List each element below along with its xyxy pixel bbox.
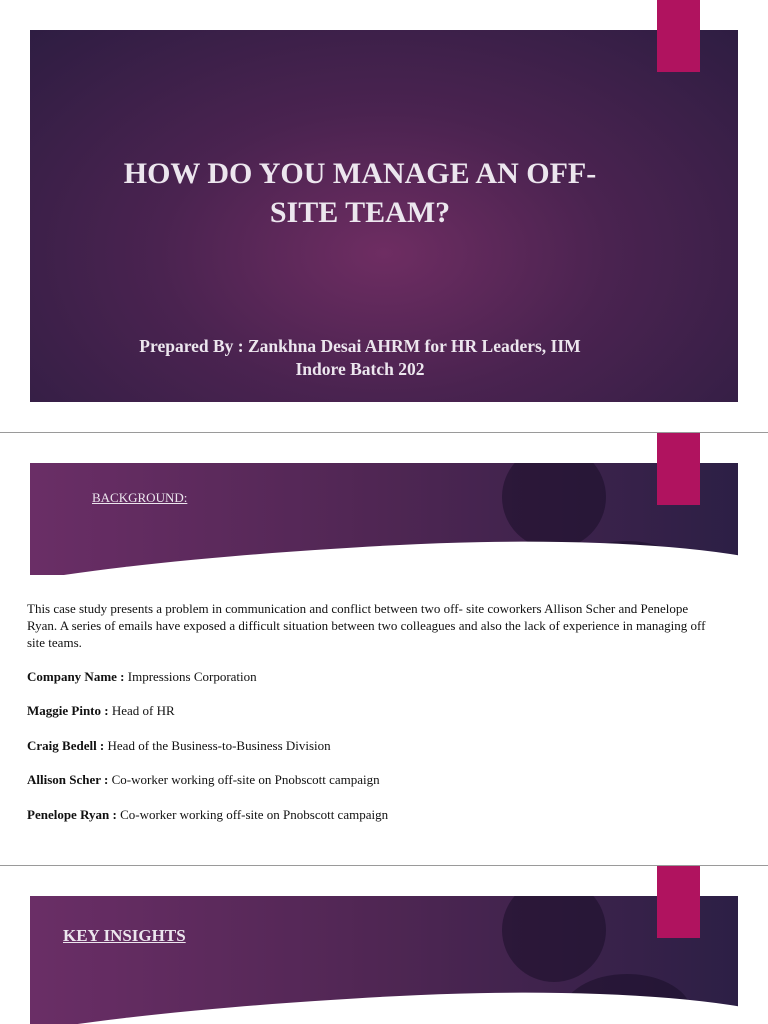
decor-wave — [30, 523, 738, 575]
accent-tab — [657, 0, 700, 72]
entry-label: Craig Bedell : — [27, 738, 105, 753]
case-study-intro: This case study presents a problem in communication and conflict between two off- site coworkers Allison Scher and Penelope Ryan. A series of emails have exposed a difficult situation between two colleagues and also the lack of experience in managing off site teams. — [27, 601, 706, 650]
entry-allison — [27, 772, 380, 788]
entry-maggie — [27, 703, 175, 719]
entry-label: Maggie Pinto : — [27, 703, 109, 718]
accent-tab — [657, 866, 700, 938]
entry-company — [27, 669, 257, 685]
accent-tab — [657, 433, 700, 505]
entry-value: Head of HR — [108, 703, 175, 718]
decor-circle — [502, 896, 606, 982]
entry-label: Penelope Ryan : — [27, 807, 117, 822]
background-banner — [30, 463, 738, 575]
entry-penelope — [27, 807, 388, 823]
entry-craig — [27, 738, 331, 754]
background-heading: BACKGROUND: — [92, 490, 188, 505]
entry-value: Co-worker working off-site on Pnobscott campaign — [108, 772, 380, 787]
key-insights-heading: KEY INSIGHTS — [63, 926, 186, 945]
slide-subtitle: Prepared By : Zankhna Desai AHRM for HR Leaders, IIM Indore Batch 202 — [139, 336, 581, 379]
slide-divider — [0, 865, 768, 866]
decor-circle — [502, 463, 606, 549]
key-insights-banner — [30, 896, 738, 1024]
entry-label: Allison Scher : — [27, 772, 109, 787]
entry-label: Company Name : — [27, 669, 125, 684]
title-slide — [30, 30, 738, 402]
slide-divider — [0, 432, 768, 433]
entry-value: Impressions Corporation — [124, 669, 257, 684]
entry-value: Head of the Business-to-Business Division — [104, 738, 331, 753]
entry-value: Co-worker working off-site on Pnobscott campaign — [116, 807, 389, 822]
slide-title: HOW DO YOU MANAGE AN OFF-SITE TEAM? — [123, 157, 597, 229]
